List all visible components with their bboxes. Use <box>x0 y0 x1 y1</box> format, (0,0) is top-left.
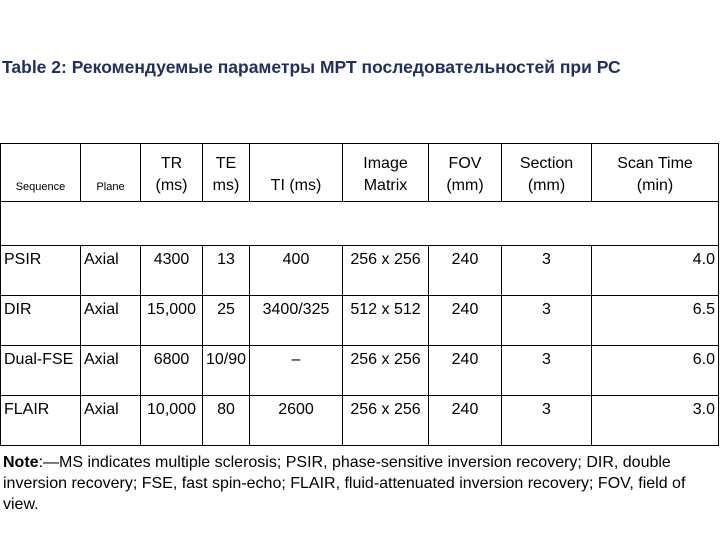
cell-te: 10/90 <box>203 346 250 396</box>
cell-fov: 240 <box>429 346 502 396</box>
cell-sequence: PSIR <box>1 246 81 296</box>
note-label: Note <box>3 454 39 471</box>
cell-tr: 15,000 <box>141 296 203 346</box>
cell-matrix: 512 x 512 <box>343 296 429 346</box>
table-spacer-row <box>1 202 719 246</box>
table-header-row <box>1 144 719 202</box>
cell-ti: – <box>250 346 343 396</box>
cell-section: 3 <box>502 296 592 346</box>
cell-scan-time: 6.5 <box>592 296 719 346</box>
header-section: Section (mm) <box>502 144 592 202</box>
header-sequence: Sequence <box>1 144 81 202</box>
cell-plane: Axial <box>81 246 141 296</box>
cell-sequence: DIR <box>1 296 81 346</box>
mri-parameters-table <box>0 143 719 446</box>
table-row <box>1 396 719 446</box>
cell-matrix: 256 x 256 <box>343 246 429 296</box>
cell-te: 13 <box>203 246 250 296</box>
cell-fov: 240 <box>429 296 502 346</box>
cell-matrix: 256 x 256 <box>343 346 429 396</box>
cell-te: 80 <box>203 396 250 446</box>
header-plane: Plane <box>81 144 141 202</box>
header-image-matrix: Image Matrix <box>343 144 429 202</box>
header-tr: TR (ms) <box>141 144 203 202</box>
cell-plane: Axial <box>81 296 141 346</box>
cell-ti: 400 <box>250 246 343 296</box>
header-fov: FOV (mm) <box>429 144 502 202</box>
cell-matrix: 256 x 256 <box>343 396 429 446</box>
empty-cell <box>1 202 719 246</box>
cell-sequence: Dual-FSE <box>1 346 81 396</box>
cell-tr: 6800 <box>141 346 203 396</box>
cell-scan-time: 4.0 <box>592 246 719 296</box>
table-title: Table 2: Рекомендуемые параметры МРТ последовательностей при РС <box>2 57 621 77</box>
cell-ti: 2600 <box>250 396 343 446</box>
cell-tr: 10,000 <box>141 396 203 446</box>
cell-ti: 3400/325 <box>250 296 343 346</box>
cell-te: 25 <box>203 296 250 346</box>
table-row <box>1 346 719 396</box>
header-scan-time: Scan Time (min) <box>592 144 719 202</box>
cell-section: 3 <box>502 246 592 296</box>
header-te: TE ms) <box>203 144 250 202</box>
cell-sequence: FLAIR <box>1 396 81 446</box>
cell-tr: 4300 <box>141 246 203 296</box>
table-row <box>1 296 719 346</box>
table-footnote <box>3 452 719 515</box>
cell-fov: 240 <box>429 396 502 446</box>
cell-scan-time: 6.0 <box>592 346 719 396</box>
cell-plane: Axial <box>81 346 141 396</box>
cell-section: 3 <box>502 396 592 446</box>
note-text: :—MS indicates multiple sclerosis; PSIR, phase-sensitive inversion recovery; DIR, double inversion recovery; FSE, fast spin-echo; FLAIR, fluid-attenuated inversion recovery; FOV, field of view. <box>3 454 686 513</box>
cell-section: 3 <box>502 346 592 396</box>
cell-fov: 240 <box>429 246 502 296</box>
cell-plane: Axial <box>81 396 141 446</box>
header-ti: TI (ms) <box>250 144 343 202</box>
cell-scan-time: 3.0 <box>592 396 719 446</box>
table-row <box>1 246 719 296</box>
